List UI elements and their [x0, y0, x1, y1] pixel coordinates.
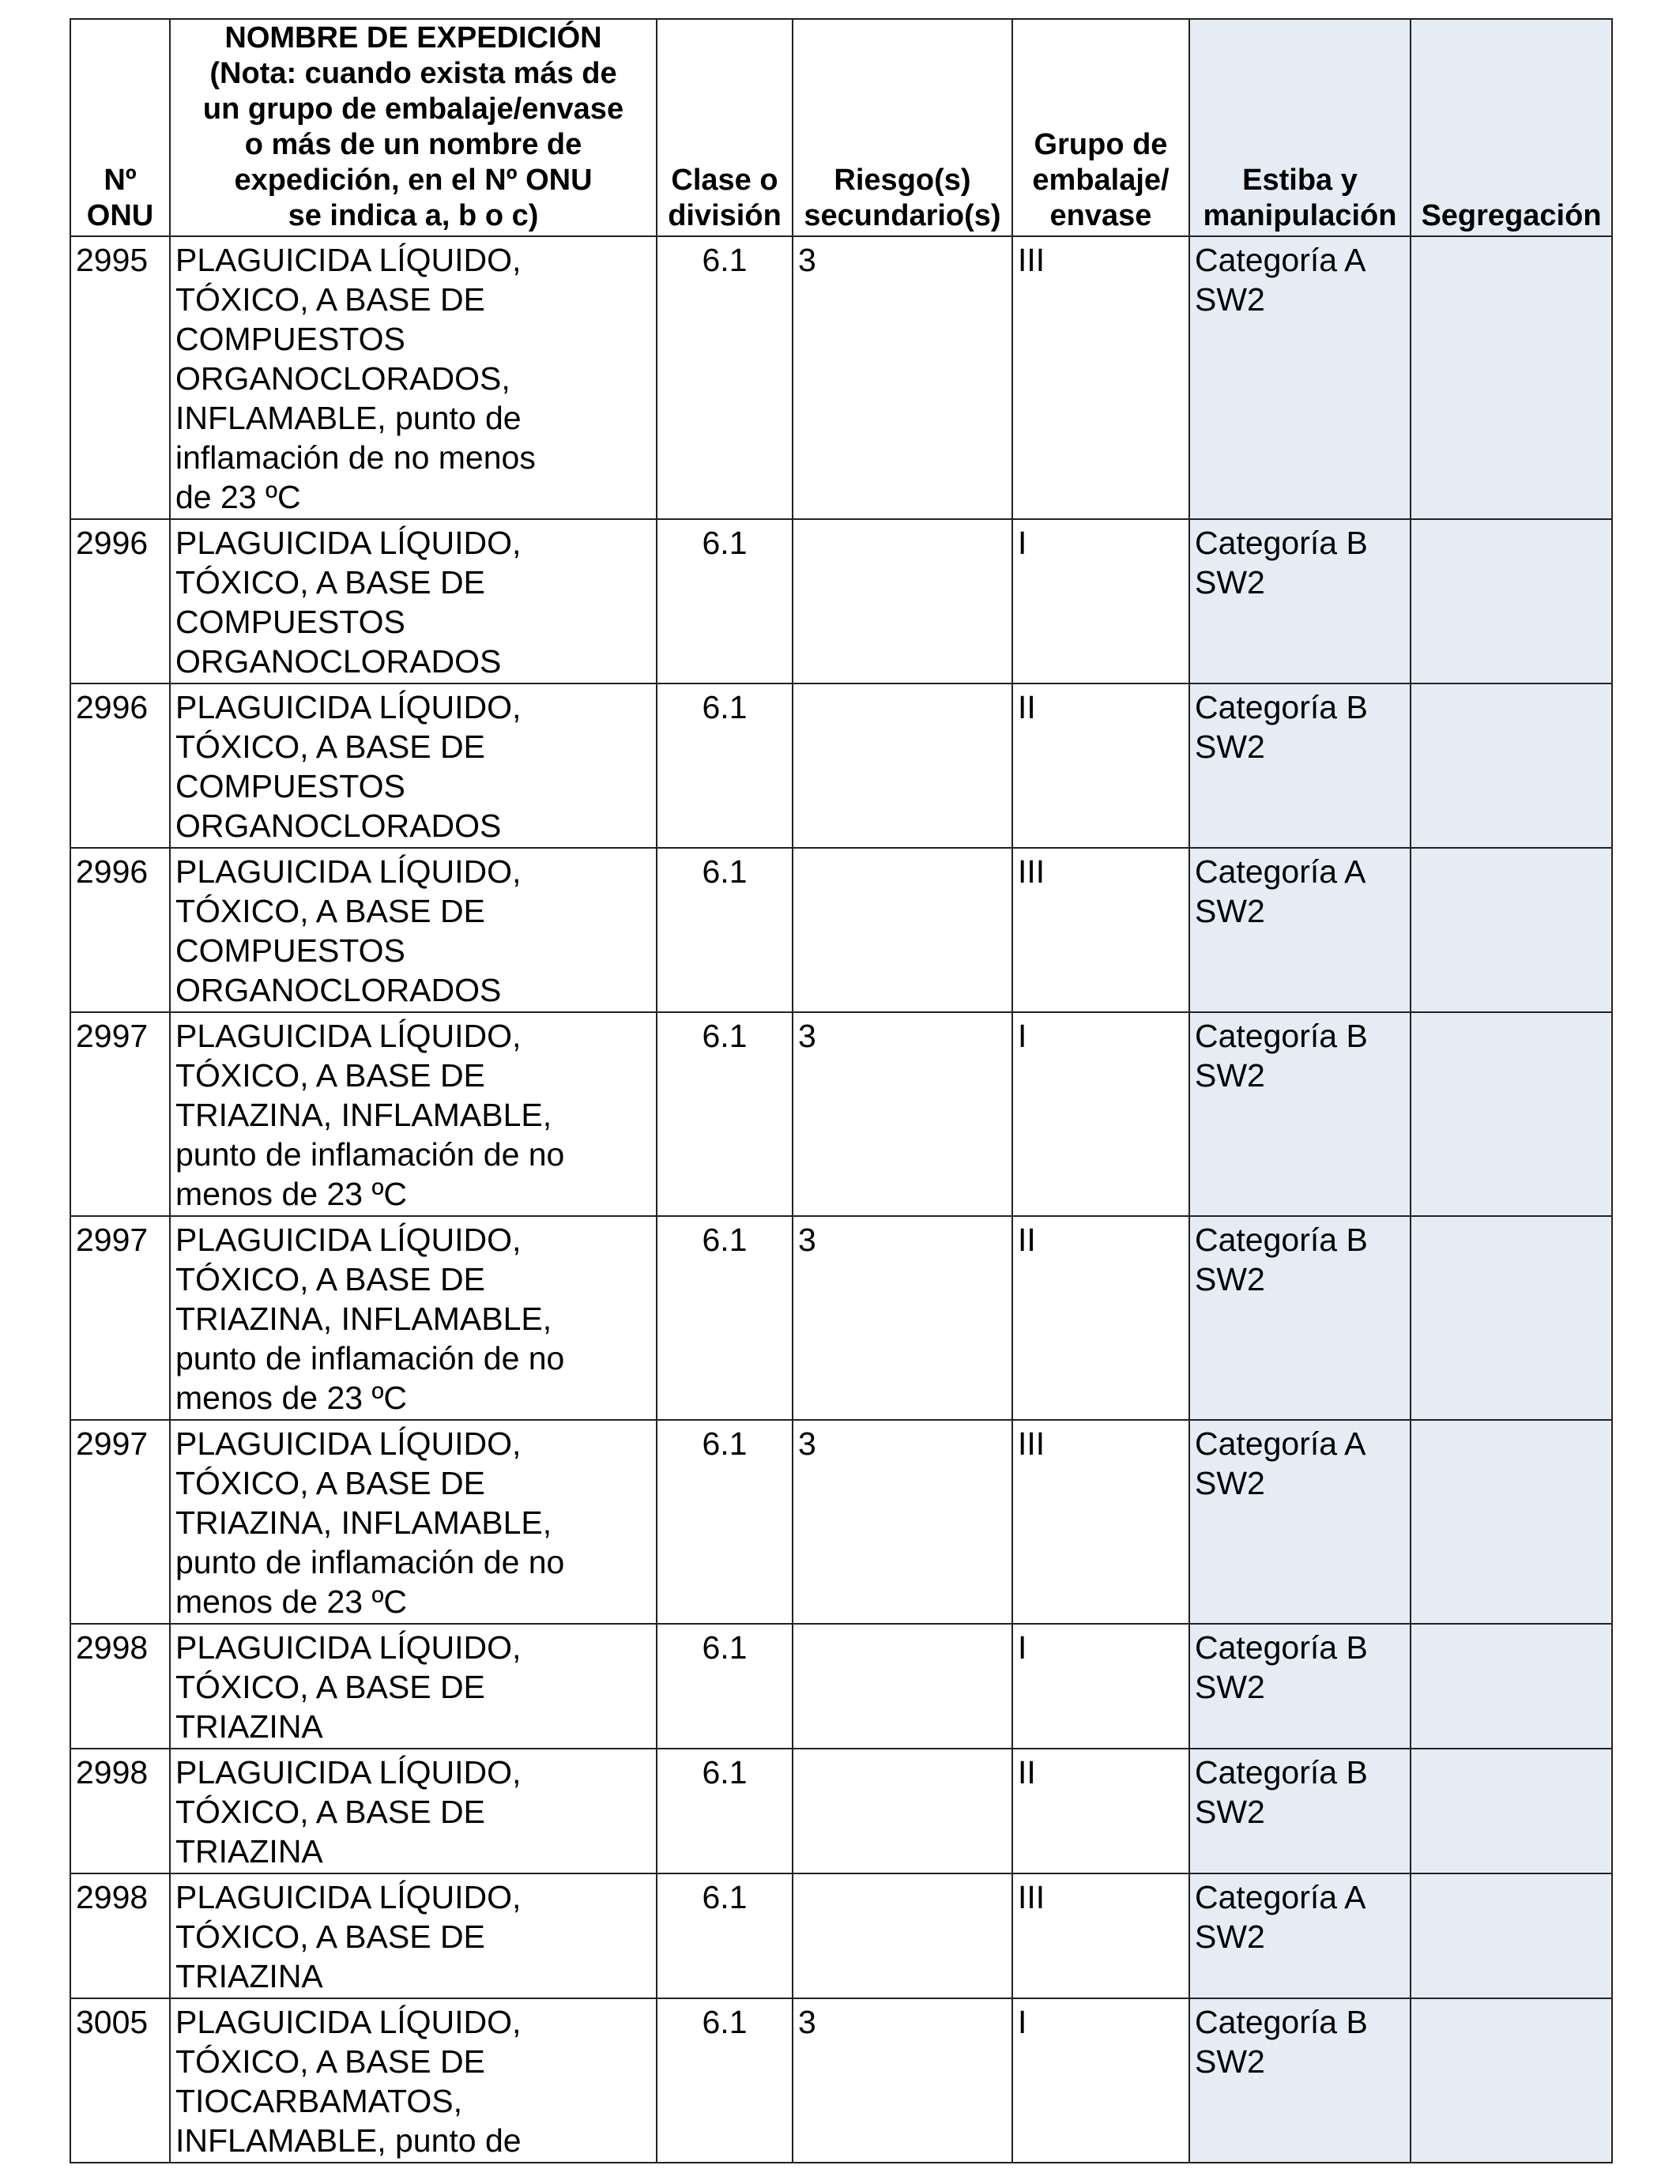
subsidiary-risk-cell [793, 683, 1012, 848]
packing-group-cell: II [1012, 1216, 1189, 1420]
un-number-cell: 2998 [70, 1749, 170, 1873]
cell-line: se indica a, b o c) [288, 199, 539, 232]
packing-group-cell: II [1012, 1749, 1189, 1873]
cell-line: Nº [104, 164, 137, 197]
packing-group-cell: II [1012, 683, 1189, 848]
packing-group-cell: III [1012, 236, 1189, 519]
un-number-cell: 2996 [70, 519, 170, 683]
class-cell: 6.1 [657, 519, 793, 683]
shipping-name-cell [170, 1873, 657, 1998]
cell-line: PLAGUICIDA LÍQUIDO, [175, 525, 522, 561]
cell-line: NOMBRE DE EXPEDICIÓN [224, 21, 602, 55]
subsidiary-risk-cell: 3 [793, 236, 1012, 519]
stowage-cell [1189, 1749, 1411, 1873]
cell-line: INFLAMABLE, punto de [175, 2122, 522, 2159]
cell-line: Segregación [1421, 199, 1602, 232]
table-row [70, 1998, 1612, 2163]
cell-line: TRIAZINA [175, 1833, 323, 1870]
cell-line: PLAGUICIDA LÍQUIDO, [175, 1629, 522, 1666]
packing-group-cell: I [1012, 519, 1189, 683]
cell-line: secundario(s) [804, 199, 1001, 232]
cell-line: punto de inflamación de no [175, 1136, 565, 1173]
cell-line: TRIAZINA [175, 1708, 323, 1745]
packing-group-cell: I [1012, 1624, 1189, 1749]
cell-line: PLAGUICIDA LÍQUIDO, [175, 2004, 522, 2040]
stowage-cell [1189, 519, 1411, 683]
subsidiary-risk-cell: 3 [793, 1420, 1012, 1624]
un-number-cell: 2996 [70, 848, 170, 1012]
subsidiary-risk-cell [793, 1873, 1012, 1998]
shipping-name-cell [170, 236, 657, 519]
cell-line: COMPUESTOS [175, 932, 405, 969]
table-row [70, 1749, 1612, 1873]
segregation-cell [1411, 683, 1612, 848]
cell-line: Riesgo(s) [834, 164, 971, 197]
table-row [70, 848, 1612, 1012]
packing-group-cell: III [1012, 848, 1189, 1012]
cell-line: PLAGUICIDA LÍQUIDO, [175, 1879, 522, 1915]
table-body [70, 236, 1612, 2163]
class-cell: 6.1 [657, 848, 793, 1012]
cell-line: SW2 [1195, 2043, 1265, 2080]
cell-line: TÓXICO, A BASE DE [175, 281, 485, 318]
shipping-name-cell [170, 519, 657, 683]
packing-group-cell: III [1012, 1873, 1189, 1998]
segregation-cell [1411, 519, 1612, 683]
cell-line: COMPUESTOS [175, 768, 405, 804]
stowage-cell [1189, 1624, 1411, 1749]
header-shipping-name [170, 19, 657, 236]
stowage-cell [1189, 236, 1411, 519]
subsidiary-risk-cell [793, 519, 1012, 683]
header-row [70, 19, 1612, 236]
cell-line: SW2 [1195, 1261, 1265, 1297]
stowage-cell [1189, 1420, 1411, 1624]
un-number-cell: 2996 [70, 683, 170, 848]
subsidiary-risk-cell: 3 [793, 1998, 1012, 2163]
class-cell: 6.1 [657, 1873, 793, 1998]
cell-line: TIOCARBAMATOS, [175, 2083, 462, 2119]
cell-line: SW2 [1195, 1669, 1265, 1705]
cell-line: SW2 [1195, 1465, 1265, 1501]
cell-line: Categoría A [1195, 1879, 1366, 1915]
class-cell: 6.1 [657, 683, 793, 848]
table-row [70, 1873, 1612, 1998]
cell-line: COMPUESTOS [175, 604, 405, 640]
shipping-name-cell [170, 1012, 657, 1216]
cell-line: Grupo de [1034, 128, 1168, 161]
cell-line: (Nota: cuando exista más de [209, 57, 617, 90]
segregation-cell [1411, 236, 1612, 519]
cell-line: envase [1049, 199, 1152, 232]
cell-line: TÓXICO, A BASE DE [175, 1057, 485, 1094]
cell-line: punto de inflamación de no [175, 1544, 565, 1580]
cell-line: PLAGUICIDA LÍQUIDO, [175, 1222, 522, 1258]
stowage-cell [1189, 1012, 1411, 1216]
un-number-cell: 3005 [70, 1998, 170, 2163]
dangerous-goods-table [70, 18, 1613, 2163]
header-segregation [1411, 19, 1612, 236]
cell-line: un grupo de embalaje/envase [202, 92, 624, 126]
packing-group-cell: III [1012, 1420, 1189, 1624]
cell-line: menos de 23 ºC [175, 1176, 408, 1212]
table-row [70, 1420, 1612, 1624]
shipping-name-cell [170, 1998, 657, 2163]
segregation-cell [1411, 1216, 1612, 1420]
segregation-cell [1411, 1998, 1612, 2163]
class-cell: 6.1 [657, 1012, 793, 1216]
header-subsidiary-risk [793, 19, 1012, 236]
cell-line: Categoría A [1195, 242, 1366, 278]
cell-line: Categoría B [1195, 689, 1368, 725]
header-un-number [70, 19, 170, 236]
stowage-cell [1189, 1216, 1411, 1420]
header-stowage [1189, 19, 1411, 236]
cell-line: TÓXICO, A BASE DE [175, 1919, 485, 1955]
cell-line: SW2 [1195, 729, 1265, 765]
cell-line: inflamación de no menos [175, 439, 536, 476]
subsidiary-risk-cell [793, 1749, 1012, 1873]
table-row [70, 519, 1612, 683]
cell-line: TÓXICO, A BASE DE [175, 893, 485, 929]
cell-line: TÓXICO, A BASE DE [175, 1465, 485, 1501]
cell-line: ORGANOCLORADOS, [175, 360, 510, 397]
cell-line: SW2 [1195, 1919, 1265, 1955]
cell-line: ORGANOCLORADOS [175, 972, 502, 1008]
shipping-name-cell [170, 1749, 657, 1873]
cell-line: Categoría B [1195, 1754, 1368, 1791]
packing-group-cell: I [1012, 1012, 1189, 1216]
shipping-name-cell [170, 1624, 657, 1749]
cell-line: INFLAMABLE, punto de [175, 400, 522, 436]
class-cell: 6.1 [657, 236, 793, 519]
stowage-cell [1189, 1998, 1411, 2163]
cell-line: expedición, en el Nº ONU [234, 164, 593, 197]
shipping-name-cell [170, 683, 657, 848]
table-row [70, 236, 1612, 519]
cell-line: menos de 23 ºC [175, 1583, 408, 1620]
class-cell: 6.1 [657, 1420, 793, 1624]
cell-line: división [668, 199, 782, 232]
segregation-cell [1411, 1012, 1612, 1216]
un-number-cell: 2995 [70, 236, 170, 519]
header-packing-group [1012, 19, 1189, 236]
header-class [657, 19, 793, 236]
segregation-cell [1411, 1873, 1612, 1998]
un-number-cell: 2998 [70, 1624, 170, 1749]
cell-line: TÓXICO, A BASE DE [175, 2043, 485, 2080]
cell-line: Categoría A [1195, 1425, 1366, 1462]
class-cell: 6.1 [657, 1624, 793, 1749]
cell-line: Categoría B [1195, 1222, 1368, 1258]
cell-line: TÓXICO, A BASE DE [175, 1669, 485, 1705]
class-cell: 6.1 [657, 1998, 793, 2163]
un-number-cell: 2997 [70, 1216, 170, 1420]
cell-line: SW2 [1195, 564, 1265, 601]
cell-line: TÓXICO, A BASE DE [175, 729, 485, 765]
segregation-cell [1411, 1420, 1612, 1624]
cell-line: ONU [86, 199, 154, 232]
cell-line: SW2 [1195, 1794, 1265, 1830]
cell-line: TÓXICO, A BASE DE [175, 564, 485, 601]
cell-line: Estiba y [1242, 164, 1358, 197]
cell-line: PLAGUICIDA LÍQUIDO, [175, 242, 522, 278]
class-cell: 6.1 [657, 1216, 793, 1420]
segregation-cell [1411, 1749, 1612, 1873]
cell-line: PLAGUICIDA LÍQUIDO, [175, 689, 522, 725]
cell-line: embalaje/ [1032, 164, 1170, 197]
un-number-cell: 2997 [70, 1420, 170, 1624]
packing-group-cell: I [1012, 1998, 1189, 2163]
cell-line: de 23 ºC [175, 479, 301, 515]
table-row [70, 1012, 1612, 1216]
cell-line: Categoría A [1195, 853, 1366, 890]
cell-line: Categoría B [1195, 2004, 1368, 2040]
cell-line: PLAGUICIDA LÍQUIDO, [175, 1425, 522, 1462]
cell-line: SW2 [1195, 281, 1265, 318]
segregation-cell [1411, 848, 1612, 1012]
subsidiary-risk-cell [793, 848, 1012, 1012]
stowage-cell [1189, 683, 1411, 848]
cell-line: COMPUESTOS [175, 321, 405, 357]
cell-line: menos de 23 ºC [175, 1380, 408, 1416]
shipping-name-cell [170, 1216, 657, 1420]
cell-line: ORGANOCLORADOS [175, 643, 502, 680]
un-number-cell: 2998 [70, 1873, 170, 1998]
table-row [70, 1216, 1612, 1420]
subsidiary-risk-cell: 3 [793, 1216, 1012, 1420]
class-cell: 6.1 [657, 1749, 793, 1873]
table-row [70, 683, 1612, 848]
shipping-name-cell [170, 848, 657, 1012]
table-row [70, 1624, 1612, 1749]
cell-line: Categoría B [1195, 1629, 1368, 1666]
cell-line: o más de un nombre de [244, 128, 582, 161]
cell-line: punto de inflamación de no [175, 1340, 565, 1376]
stowage-cell [1189, 1873, 1411, 1998]
cell-line: TRIAZINA, INFLAMABLE, [175, 1301, 552, 1337]
cell-line: TRIAZINA [175, 1958, 323, 1994]
cell-line: PLAGUICIDA LÍQUIDO, [175, 1018, 522, 1054]
segregation-cell [1411, 1624, 1612, 1749]
cell-line: PLAGUICIDA LÍQUIDO, [175, 1754, 522, 1791]
cell-line: TRIAZINA, INFLAMABLE, [175, 1097, 552, 1133]
cell-line: TRIAZINA, INFLAMABLE, [175, 1504, 552, 1541]
cell-line: Categoría B [1195, 525, 1368, 561]
cell-line: TÓXICO, A BASE DE [175, 1794, 485, 1830]
cell-line: Categoría B [1195, 1018, 1368, 1054]
cell-line: SW2 [1195, 893, 1265, 929]
subsidiary-risk-cell [793, 1624, 1012, 1749]
subsidiary-risk-cell: 3 [793, 1012, 1012, 1216]
cell-line: Clase o [671, 164, 778, 197]
cell-line: PLAGUICIDA LÍQUIDO, [175, 853, 522, 890]
cell-line: SW2 [1195, 1057, 1265, 1094]
shipping-name-cell [170, 1420, 657, 1624]
cell-line: manipulación [1203, 199, 1397, 232]
cell-line: ORGANOCLORADOS [175, 808, 502, 844]
stowage-cell [1189, 848, 1411, 1012]
un-number-cell: 2997 [70, 1012, 170, 1216]
cell-line: TÓXICO, A BASE DE [175, 1261, 485, 1297]
